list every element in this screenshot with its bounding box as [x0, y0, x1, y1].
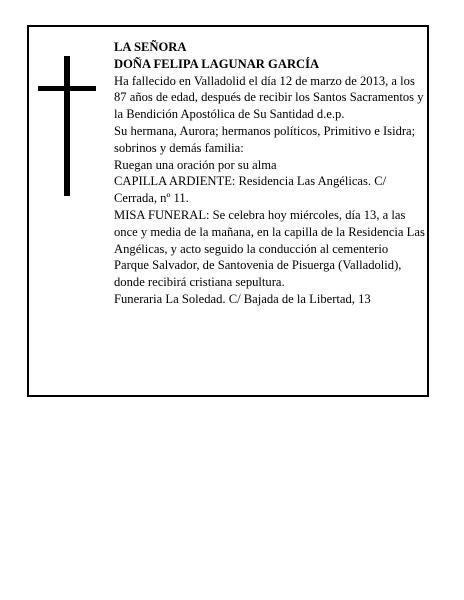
cross-horizontal-bar: [38, 86, 96, 91]
prayer-request: Ruegan una oración por su alma: [114, 157, 277, 172]
death-announcement: Ha fallecido en Valladolid el día 12 de marzo de 2013, a los 87 años de edad, después de recibir los Santos Sacramentos y la Bendición Apostólica de Su Santidad d.e.p.: [114, 73, 424, 122]
deceased-name: DOÑA FELIPA LAGUNAR GARCÍA: [114, 56, 320, 71]
chapel-information: CAPILLA ARDIENTE: Residencia Las Angélicas. C/ Cerrada, nº 11.: [114, 174, 387, 206]
funeral-mass-information: MISA FUNERAL: Se celebra hoy miércoles, día 13, a las once y media de la mañana, en la capilla de la Residencia Las Angélicas, y acto seguido la conducción al cementerio Parque Salvador, de Santovenia de Pisuerga (Valladolid), donde recibirá cristiana sepultura.: [114, 207, 425, 290]
obituary-text-block: [114, 39, 426, 308]
funeral-home-information: Funeraria La Soledad. C/ Bajada de la Libertad, 13: [114, 291, 371, 306]
notice-title: LA SEÑORA: [114, 40, 187, 54]
family-members: Su hermana, Aurora; hermanos políticos, Primitivo e Isidra; sobrinos y demás familia:: [114, 123, 416, 155]
cross-vertical-bar: [64, 56, 70, 196]
